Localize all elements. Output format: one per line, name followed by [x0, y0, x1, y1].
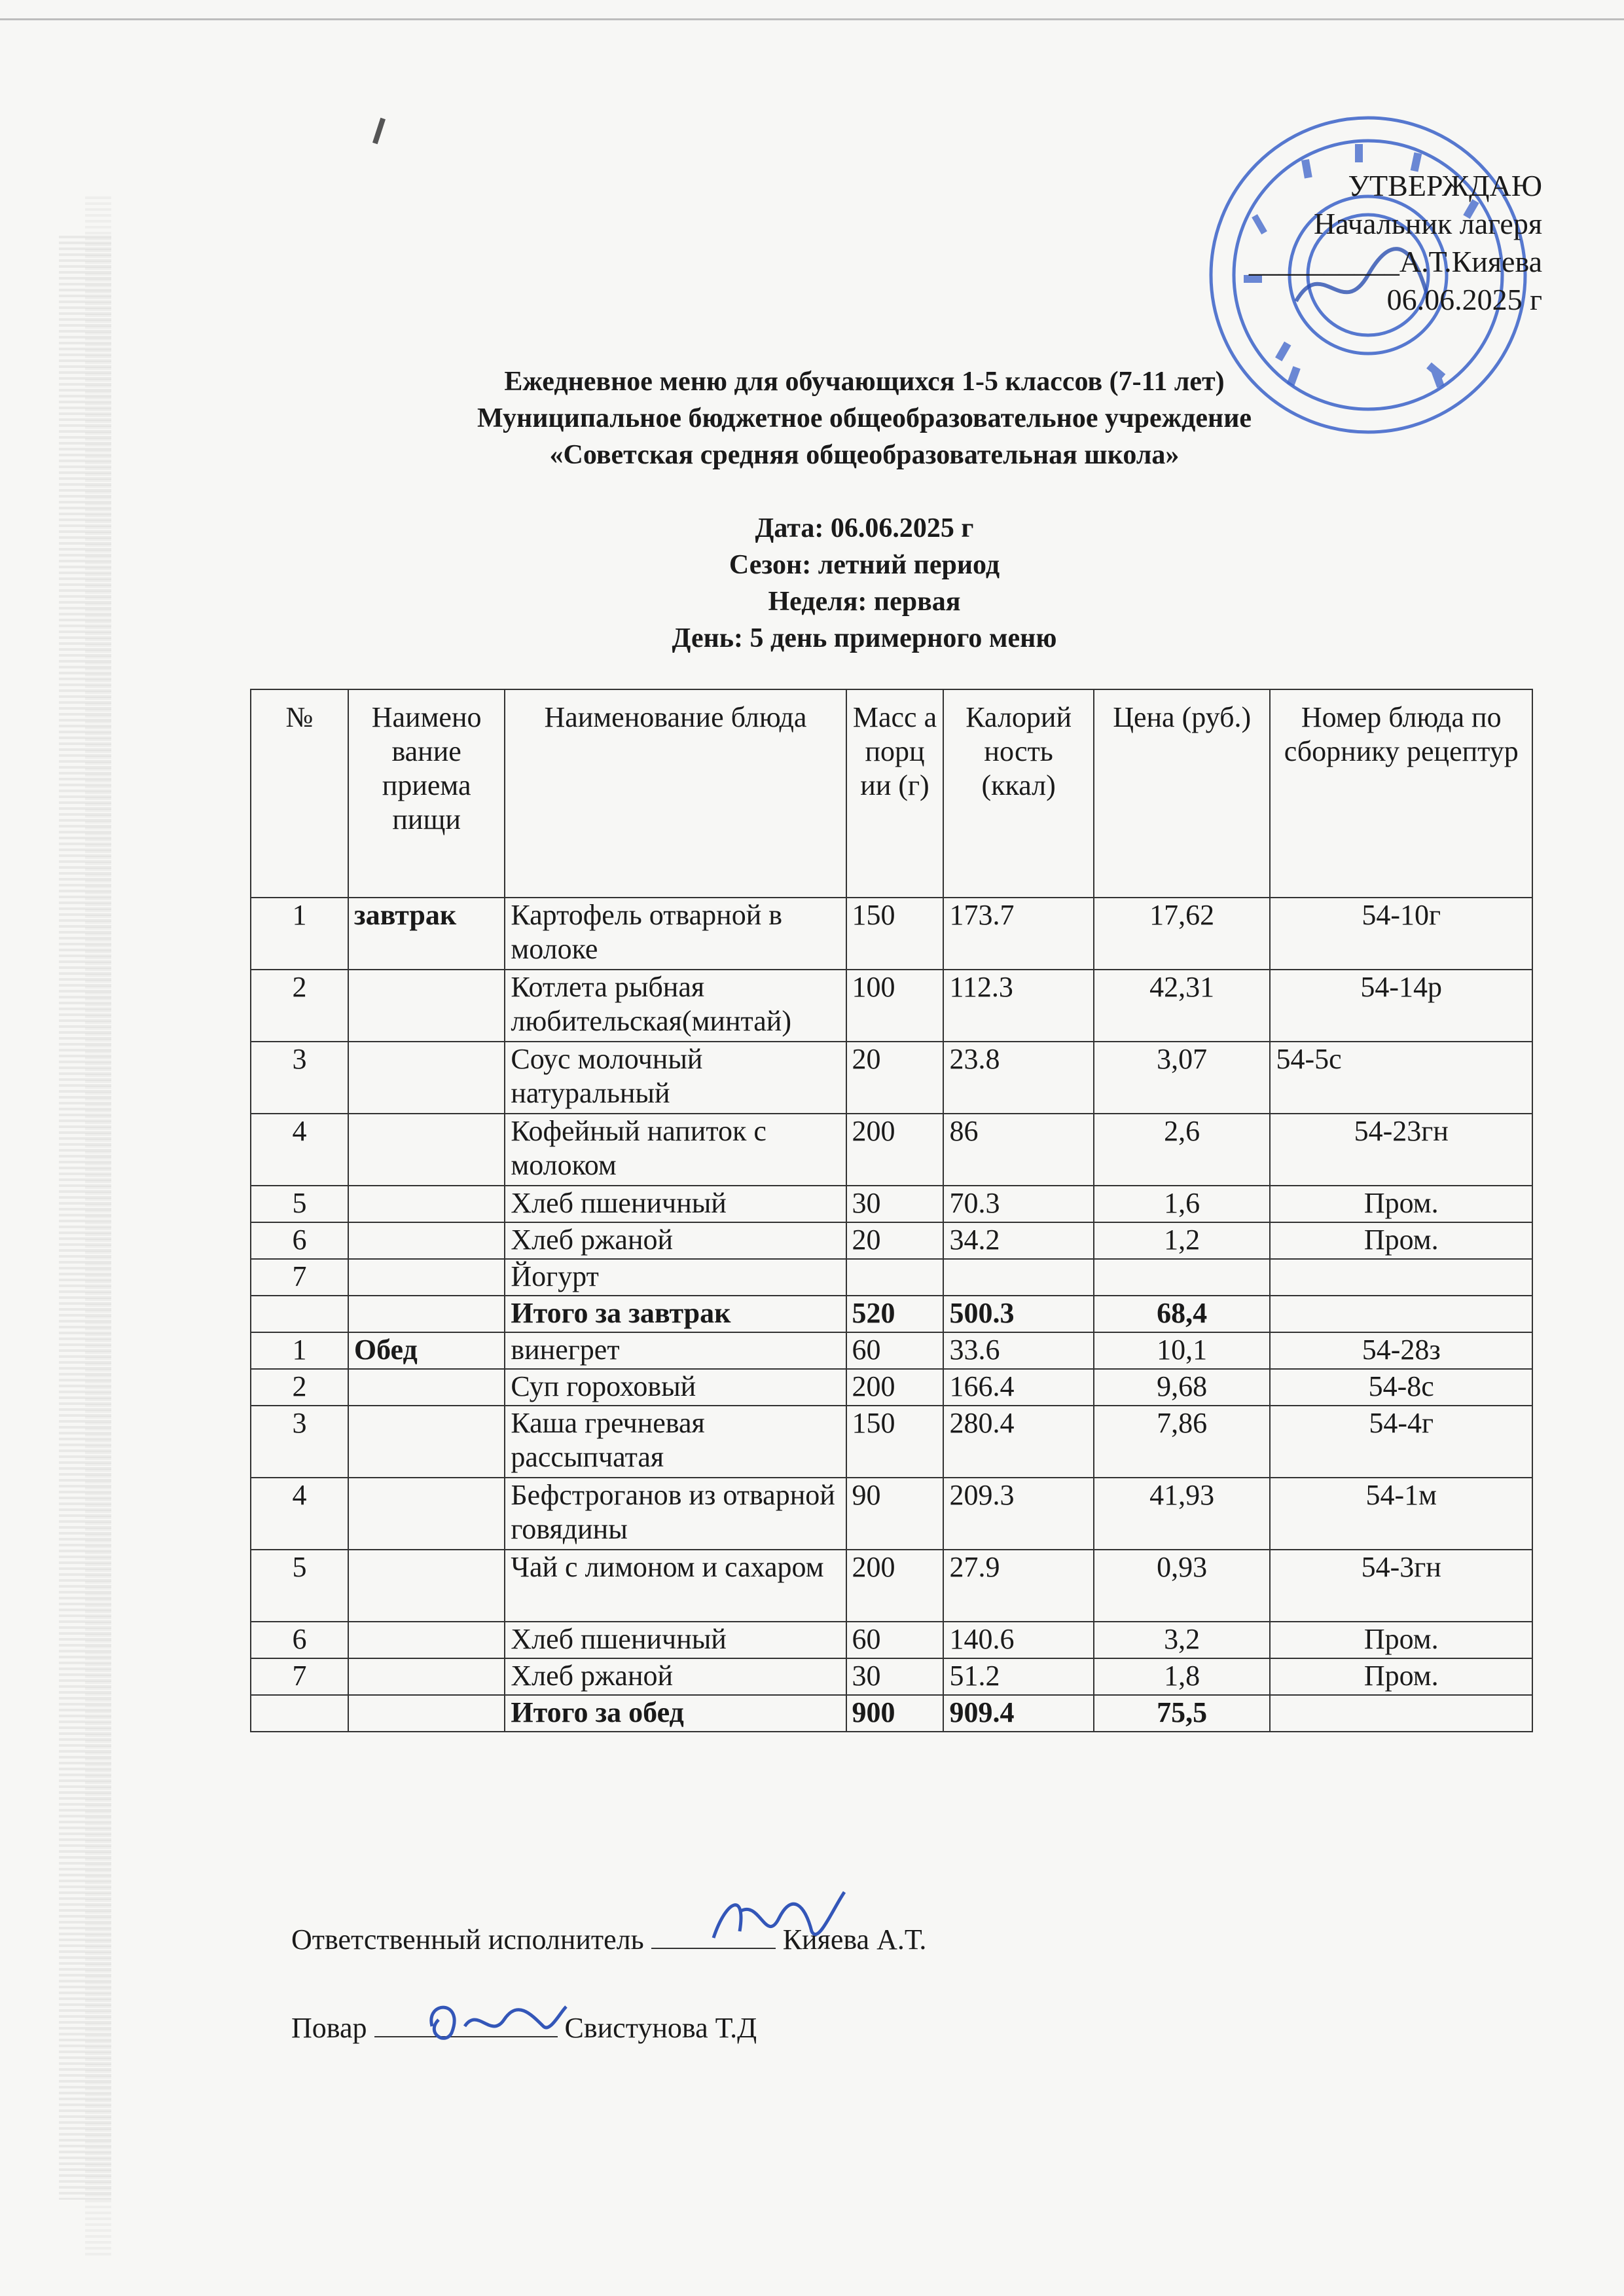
total-mass: 520	[846, 1296, 944, 1332]
dish-name: Соус молочный натуральный	[505, 1042, 846, 1114]
row-no: 3	[251, 1406, 348, 1478]
pen-mark	[372, 118, 386, 145]
dish-price: 9,68	[1094, 1369, 1271, 1406]
dish-name: Бефстроганов из отварной говядины	[505, 1478, 846, 1550]
dish-calories: 70.3	[943, 1186, 1093, 1222]
dish-name: винегрет	[505, 1332, 846, 1369]
row-no: 5	[251, 1550, 348, 1622]
meal-name-empty	[348, 1478, 505, 1550]
row-no: 6	[251, 1222, 348, 1259]
dish-mass: 30	[846, 1658, 944, 1695]
dish-price: 1,6	[1094, 1186, 1271, 1222]
dish-code: 54-23гн	[1270, 1114, 1532, 1186]
dish-mass: 150	[846, 1406, 944, 1478]
header-dish: Наименование блюда	[505, 689, 846, 898]
dish-name: Кофейный напиток с молоком	[505, 1114, 846, 1186]
menu-season: Сезон: летний период	[729, 550, 1000, 580]
dish-calories: 86	[943, 1114, 1093, 1186]
table-header-row	[251, 689, 1532, 898]
total-calories: 500.3	[943, 1296, 1093, 1332]
meal-name-empty	[348, 1042, 505, 1114]
dish-name: Йогурт	[505, 1259, 846, 1296]
dish-price: 1,2	[1094, 1222, 1271, 1259]
header-meal: Наимено вание приема пищи	[348, 689, 505, 898]
row-no: 7	[251, 1259, 348, 1296]
meal-name-empty	[348, 1369, 505, 1406]
dish-calories: 140.6	[943, 1622, 1093, 1658]
table-row	[251, 1622, 1532, 1658]
dish-mass: 100	[846, 970, 944, 1042]
table-row	[251, 970, 1532, 1042]
dish-price: 7,86	[1094, 1406, 1271, 1478]
total-row	[251, 1296, 1532, 1332]
dish-mass: 200	[846, 1114, 944, 1186]
total-mass: 900	[846, 1695, 944, 1732]
organization-name: Муниципальное бюджетное общеобразовательное учреждение	[477, 403, 1252, 433]
row-no: 2	[251, 970, 348, 1042]
dish-price: 41,93	[1094, 1478, 1271, 1550]
dish-price: 42,31	[1094, 970, 1271, 1042]
meal-name-empty	[348, 1259, 505, 1296]
dish-calories: 209.3	[943, 1478, 1093, 1550]
total-price: 68,4	[1094, 1296, 1271, 1332]
dish-price: 10,1	[1094, 1332, 1271, 1369]
total-code-empty	[1270, 1296, 1532, 1332]
cook-label: Повар	[291, 2012, 367, 2044]
total-meal-empty	[348, 1296, 505, 1332]
approval-position: Начальник лагеря	[1314, 207, 1542, 240]
total-meal-empty	[348, 1695, 505, 1732]
approval-block	[1249, 167, 1542, 319]
dish-name: Картофель отварной в молоке	[505, 898, 846, 970]
dish-mass: 150	[846, 898, 944, 970]
dish-calories: 166.4	[943, 1369, 1093, 1406]
dish-calories	[943, 1259, 1093, 1296]
dish-name: Хлеб ржаной	[505, 1222, 846, 1259]
row-no: 4	[251, 1478, 348, 1550]
dish-calories: 27.9	[943, 1550, 1093, 1622]
meal-name-empty	[348, 1658, 505, 1695]
dish-name: Каша гречневая рассыпчатая	[505, 1406, 846, 1478]
table-row	[251, 1369, 1532, 1406]
row-no: 2	[251, 1369, 348, 1406]
dish-code: Пром.	[1270, 1622, 1532, 1658]
meal-name-empty	[348, 970, 505, 1042]
total-calories: 909.4	[943, 1695, 1093, 1732]
dish-code: 54-4г	[1270, 1406, 1532, 1478]
table-row	[251, 1658, 1532, 1695]
dish-calories: 112.3	[943, 970, 1093, 1042]
dish-calories: 23.8	[943, 1042, 1093, 1114]
row-no: 7	[251, 1658, 348, 1695]
cook-name: Свистунова Т.Д	[564, 2012, 757, 2044]
dish-name: Хлеб пшеничный	[505, 1622, 846, 1658]
table-row	[251, 1332, 1532, 1369]
table-row	[251, 1114, 1532, 1186]
dish-code	[1270, 1259, 1532, 1296]
table-row	[251, 1478, 1532, 1550]
total-label: Итого за завтрак	[505, 1296, 846, 1332]
header-code: Номер блюда по сборнику рецептур	[1270, 689, 1532, 898]
meal-name-empty	[348, 1222, 505, 1259]
table-row	[251, 1186, 1532, 1222]
executor-signature	[700, 1886, 857, 1964]
total-label: Итого за обед	[505, 1695, 846, 1732]
meal-name-empty	[348, 1550, 505, 1622]
dish-calories: 280.4	[943, 1406, 1093, 1478]
dish-mass: 90	[846, 1478, 944, 1550]
cook-signature	[419, 1987, 569, 2052]
dish-price: 2,6	[1094, 1114, 1271, 1186]
total-code-empty	[1270, 1695, 1532, 1732]
approval-name: __________А.Т.Кияева	[1248, 245, 1542, 278]
dish-price	[1094, 1259, 1271, 1296]
dish-code: Пром.	[1270, 1658, 1532, 1695]
dish-code: 54-1м	[1270, 1478, 1532, 1550]
document-heading	[52, 363, 1624, 657]
menu-table	[250, 689, 1533, 1732]
row-no: 1	[251, 1332, 348, 1369]
dish-mass: 20	[846, 1222, 944, 1259]
row-no: 5	[251, 1186, 348, 1222]
dish-price: 3,2	[1094, 1622, 1271, 1658]
dish-name: Суп гороховый	[505, 1369, 846, 1406]
dish-code: 54-3гн	[1270, 1550, 1532, 1622]
meal-name: Обед	[348, 1332, 505, 1369]
school-name: «Советская средняя общеобразовательная школа»	[549, 440, 1180, 470]
dish-mass: 200	[846, 1369, 944, 1406]
dish-name: Котлета рыбная любительская(минтай)	[505, 970, 846, 1042]
dish-calories: 173.7	[943, 898, 1093, 970]
dish-code: 54-28з	[1270, 1332, 1532, 1369]
header-price: Цена (руб.)	[1094, 689, 1271, 898]
dish-mass: 20	[846, 1042, 944, 1114]
dish-price: 3,07	[1094, 1042, 1271, 1114]
dish-mass: 200	[846, 1550, 944, 1622]
meal-name: завтрак	[348, 898, 505, 970]
dish-name: Чай с лимоном и сахаром	[505, 1550, 846, 1622]
dish-price: 1,8	[1094, 1658, 1271, 1695]
menu-week: Неделя: первая	[768, 587, 961, 617]
dish-code: 54-14р	[1270, 970, 1532, 1042]
table-row	[251, 1550, 1532, 1622]
row-no: 3	[251, 1042, 348, 1114]
row-no: 4	[251, 1114, 348, 1186]
dish-mass: 60	[846, 1622, 944, 1658]
dish-calories: 33.6	[943, 1332, 1093, 1369]
total-row	[251, 1695, 1532, 1732]
header-no: №	[251, 689, 348, 898]
dish-price: 0,93	[1094, 1550, 1271, 1622]
dish-code: Пром.	[1270, 1222, 1532, 1259]
menu-day: День: 5 день примерного меню	[672, 623, 1057, 653]
row-no: 1	[251, 898, 348, 970]
total-no-empty	[251, 1296, 348, 1332]
menu-title: Ежедневное меню для обучающихся 1-5 классов (7-11 лет)	[504, 367, 1225, 397]
dish-code: 54-5с	[1270, 1042, 1532, 1114]
approval-date: 06.06.2025 г	[1386, 283, 1542, 316]
table-row	[251, 1406, 1532, 1478]
meal-name-empty	[348, 1114, 505, 1186]
meal-name-empty	[348, 1622, 505, 1658]
table-row	[251, 1222, 1532, 1259]
executor-label: Ответственный исполнитель	[291, 1923, 644, 1956]
dish-name: Хлеб пшеничный	[505, 1186, 846, 1222]
table-row	[251, 1042, 1532, 1114]
dish-name: Хлеб ржаной	[505, 1658, 846, 1695]
meal-name-empty	[348, 1186, 505, 1222]
row-no: 6	[251, 1622, 348, 1658]
menu-date: Дата: 06.06.2025 г	[755, 513, 974, 543]
dish-calories: 34.2	[943, 1222, 1093, 1259]
table-row	[251, 898, 1532, 970]
executor-name: Кияева А.Т.	[782, 1923, 927, 1956]
dish-mass: 60	[846, 1332, 944, 1369]
dish-price: 17,62	[1094, 898, 1271, 970]
dish-code: Пром.	[1270, 1186, 1532, 1222]
table-row	[251, 1259, 1532, 1296]
scan-top-edge	[0, 18, 1624, 20]
dish-mass	[846, 1259, 944, 1296]
approval-title: УТВЕРЖДАЮ	[1348, 169, 1542, 202]
dish-code: 54-10г	[1270, 898, 1532, 970]
header-mass: Масс а порц ии (г)	[846, 689, 944, 898]
total-no-empty	[251, 1695, 348, 1732]
total-price: 75,5	[1094, 1695, 1271, 1732]
meal-name-empty	[348, 1406, 505, 1478]
dish-code: 54-8с	[1270, 1369, 1532, 1406]
header-calories: Калорий ность (ккал)	[943, 689, 1093, 898]
dish-mass: 30	[846, 1186, 944, 1222]
dish-calories: 51.2	[943, 1658, 1093, 1695]
